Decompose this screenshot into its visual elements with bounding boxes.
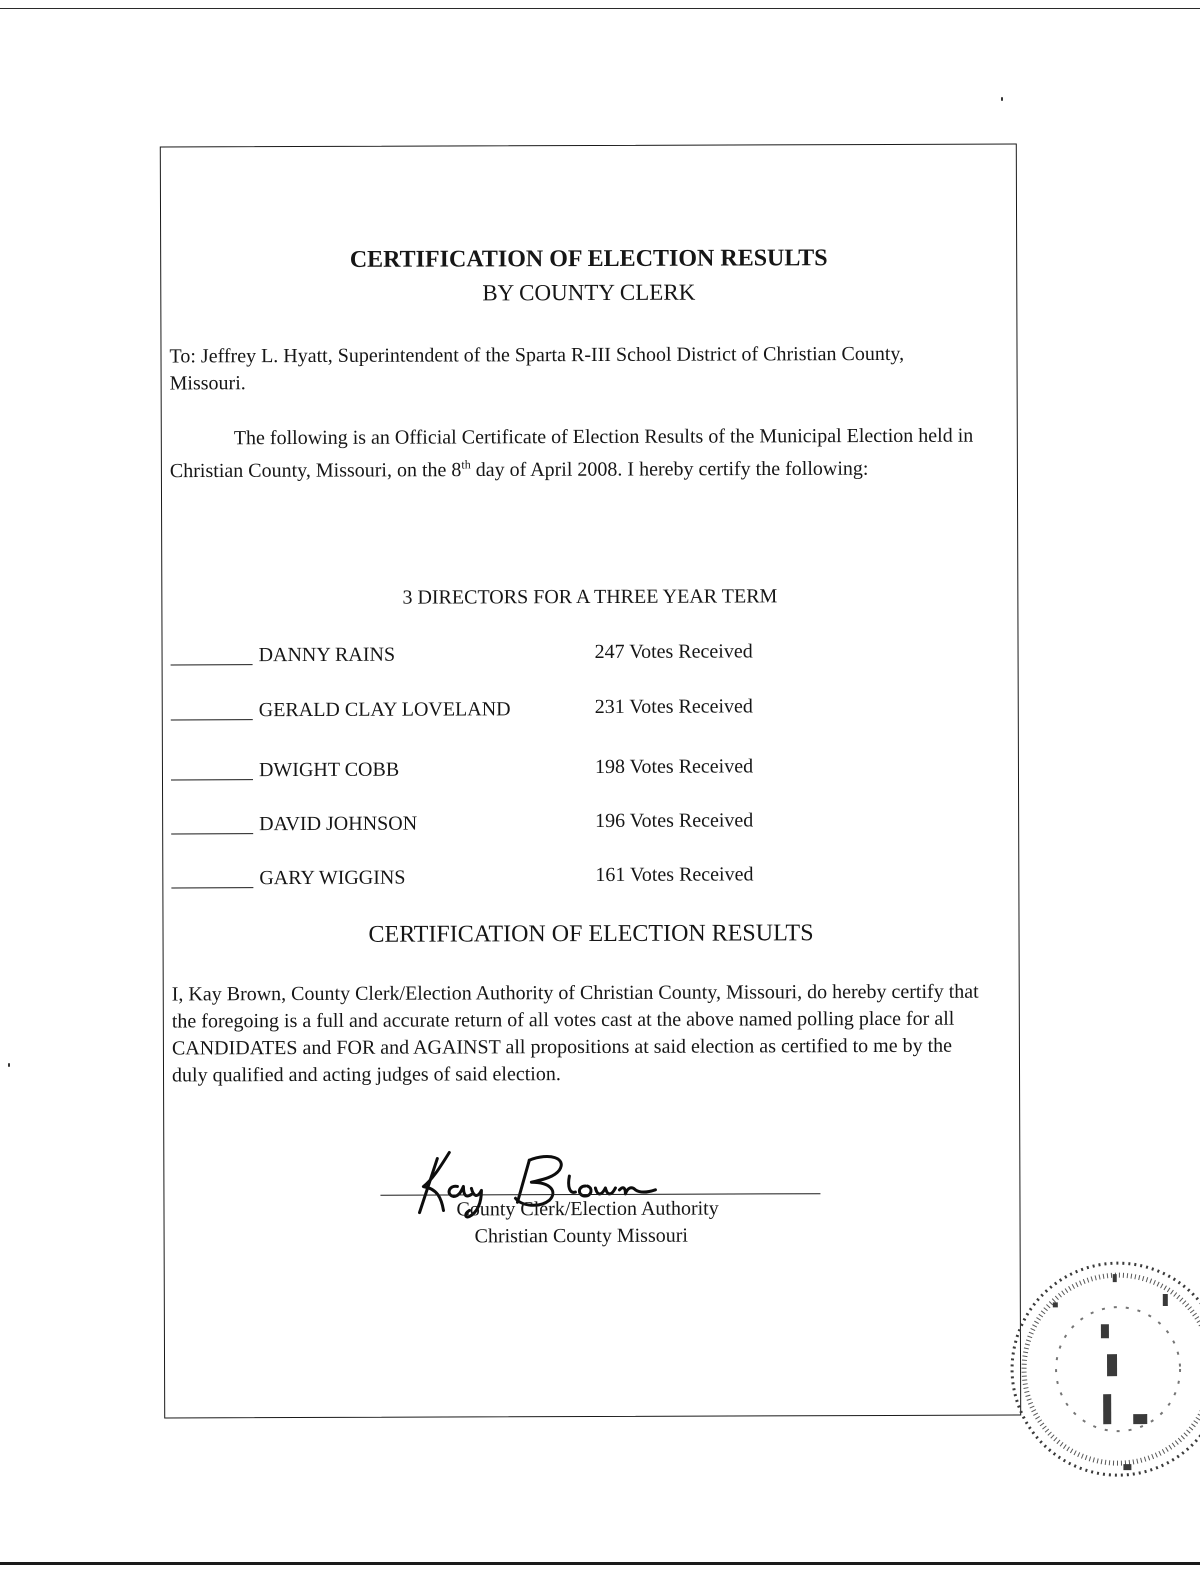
intro-paragraph (170, 423, 982, 485)
intro-text-end: day of April 2008. I hereby certify the following: (470, 457, 869, 482)
certificate-frame (160, 144, 1021, 1419)
intro-text-start: The following is an Official Certificate of Election Results of the Municipal Election held in Christian County, Missouri, on the 8 (169, 424, 974, 483)
candidate-row (171, 811, 991, 842)
signer-county: Christian County Missouri (474, 1224, 688, 1248)
candidate-name: GARY WIGGINS (259, 866, 406, 890)
scan-speck (8, 1063, 10, 1067)
mark-blank-line (171, 779, 253, 780)
certification-heading: CERTIFICATION OF ELECTION RESULTS (368, 920, 814, 948)
candidate-row (171, 865, 991, 896)
candidate-votes: 231 Votes Received (594, 695, 753, 718)
mark-blank-line (171, 833, 253, 834)
document-subtitle: BY COUNTY CLERK (482, 279, 696, 306)
document-title: CERTIFICATION OF ELECTION RESULTS (349, 245, 828, 273)
candidate-name: DAVID JOHNSON (259, 812, 418, 836)
scan-edge-bottom (0, 1562, 1200, 1565)
date-ordinal-suffix: th (461, 457, 471, 472)
candidate-votes: 196 Votes Received (595, 809, 754, 832)
candidate-votes: 247 Votes Received (594, 640, 753, 663)
candidate-row (171, 697, 991, 728)
candidate-row (171, 757, 991, 788)
scan-speck (1001, 97, 1003, 101)
scan-edge-top (0, 8, 1200, 9)
mark-blank-line (171, 887, 253, 888)
signer-title: County Clerk/Election Authority (456, 1197, 719, 1221)
mark-blank-line (171, 664, 253, 665)
mark-blank-line (171, 719, 253, 720)
candidate-name: GERALD CLAY LOVELAND (258, 698, 511, 722)
county-seal-stamp (1003, 1254, 1200, 1505)
race-heading: 3 DIRECTORS FOR A THREE YEAR TERM (402, 585, 778, 609)
candidate-votes: 198 Votes Received (594, 755, 754, 778)
certification-paragraph: I, Kay Brown, County Clerk/Election Authority of Christian County, Missouri, do hereby certify that the foregoing is a full and accurate return of all votes cast at the above named polling place for all CANDIDATES and FOR and AGAINST all propositions at said election as certified to me by the duly qualified and acting judges of said election. (171, 980, 979, 1087)
candidate-name: DWIGHT COBB (258, 758, 400, 782)
candidate-name: DANNY RAINS (258, 643, 396, 667)
addressee-paragraph: To: Jeffrey L. Hyatt, Superintendent of the Sparta R-III School District of Christian County, Missouri. (169, 342, 905, 395)
candidate-votes: 161 Votes Received (595, 863, 754, 886)
candidate-row (171, 642, 991, 673)
